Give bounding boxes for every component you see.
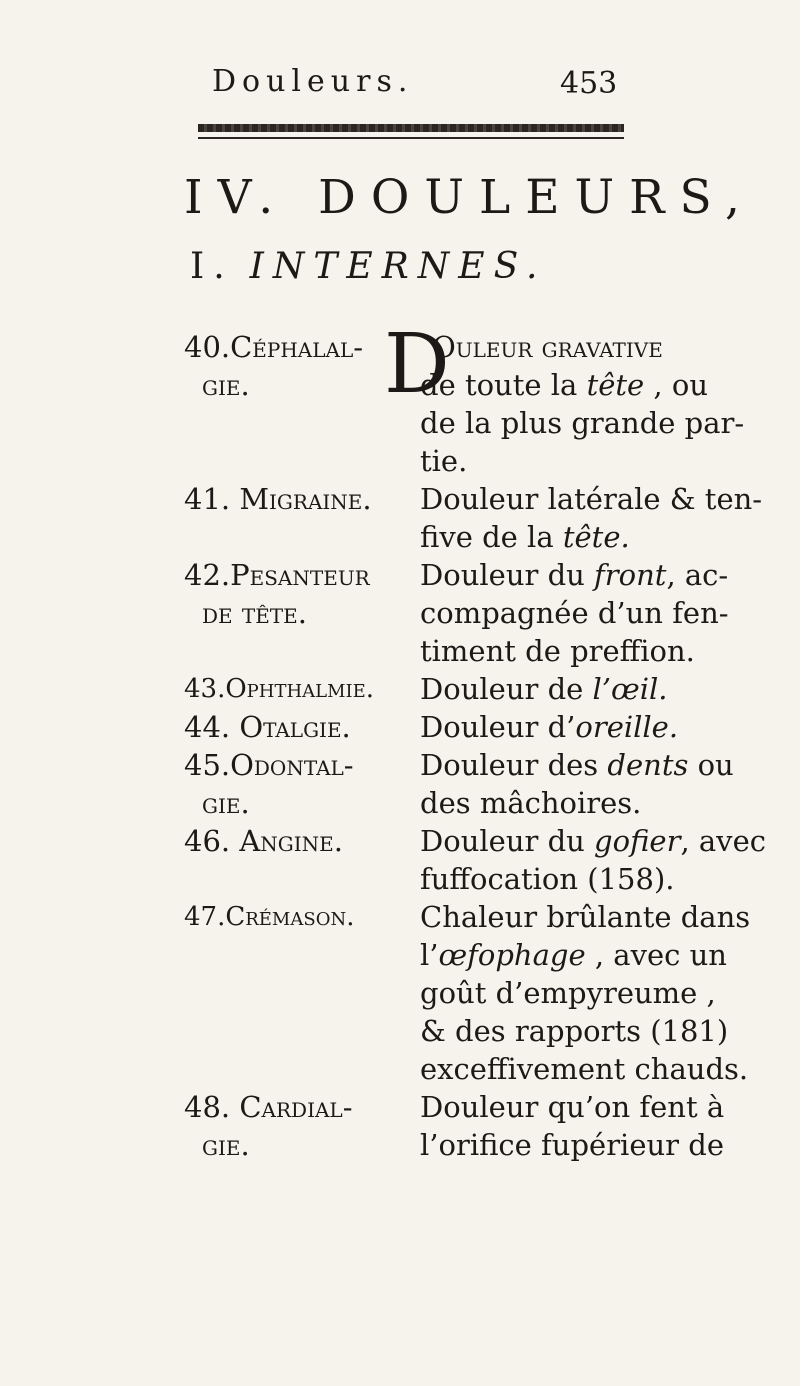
def-line: Ouleur gravative [432, 330, 663, 364]
def-line: five de la tête. [420, 520, 630, 554]
def-line: timent de preffion. [420, 634, 695, 668]
def-line: Douleur du gofier, avec [420, 824, 766, 858]
entry-40-term [184, 328, 363, 404]
entry-46-definition [420, 822, 766, 898]
term-line: 48. Cardial- [184, 1090, 353, 1124]
entry-44-term: 44. Otalgie. [184, 710, 351, 744]
entry-41-term: 41. Migraine. [184, 482, 372, 516]
entry-48-term [184, 1088, 353, 1164]
term-line: gie. [202, 786, 250, 820]
entry-45-definition [420, 746, 734, 822]
def-line: Douleur des dents ou [420, 748, 734, 782]
entry-42-definition [420, 556, 729, 670]
term-line: 45.Odontal- [184, 748, 354, 782]
running-head [190, 64, 630, 104]
entry-44-definition [420, 708, 678, 746]
entry-45-term [184, 746, 354, 822]
def-line: exceffivement chauds. [420, 1052, 749, 1086]
entry-46-term: 46. Angine. [184, 824, 343, 858]
subsection-heading [190, 246, 546, 287]
def-line: Douleur qu’on fent à [420, 1090, 725, 1124]
term-line: gie. [202, 1128, 250, 1162]
def-line: tie. [420, 444, 468, 478]
def-line: des mâchoires. [420, 786, 642, 820]
term-line: 42.Pesanteur [184, 558, 370, 592]
running-head-title: Douleurs. [212, 64, 414, 99]
def-line: goût d’empyreume , [420, 976, 716, 1010]
def-line: Chaleur brûlante dans [420, 900, 751, 934]
entry-47-term: 47.Crémason. [184, 902, 355, 932]
def-line: compagnée d’un fen- [420, 596, 729, 630]
entry-48-definition [420, 1088, 724, 1164]
subsection-title: INTERNES. [249, 246, 547, 287]
def-line: fuffocation (158). [420, 862, 675, 896]
subsection-number: I. [190, 246, 234, 287]
page-number: 453 [560, 66, 618, 101]
def-line: Douleur d’oreille. [420, 710, 679, 744]
def-line: de la plus grande par- [420, 406, 745, 440]
entry-40-definition-cont [420, 366, 744, 480]
section-heading: IV. DOULEURS, [184, 170, 755, 225]
entry-47-definition [420, 898, 750, 1088]
def-line: Douleur latérale & ten- [420, 482, 763, 516]
def-line: l’orifice fupérieur de [420, 1128, 724, 1162]
def-line: de toute la tête , ou [420, 368, 708, 402]
entry-43-term: 43.Ophthalmie. [184, 674, 375, 704]
ornamental-rule [198, 124, 624, 132]
term-line: gie. [202, 368, 250, 402]
drop-cap: D [384, 317, 450, 412]
def-line: l’œfophage , avec un [420, 938, 727, 972]
def-line: Douleur de l’œil. [420, 672, 668, 706]
entry-41-definition [420, 480, 762, 556]
entry-40-definition [432, 328, 663, 366]
def-line: & des rapports (181) [420, 1014, 729, 1048]
def-line: Douleur du front, ac- [420, 558, 729, 592]
term-line: 40.Céphalal- [184, 330, 364, 364]
entry-42-term [184, 556, 370, 632]
entry-43-definition [420, 670, 667, 708]
thin-rule [198, 137, 624, 139]
term-line: de tête. [202, 596, 307, 630]
